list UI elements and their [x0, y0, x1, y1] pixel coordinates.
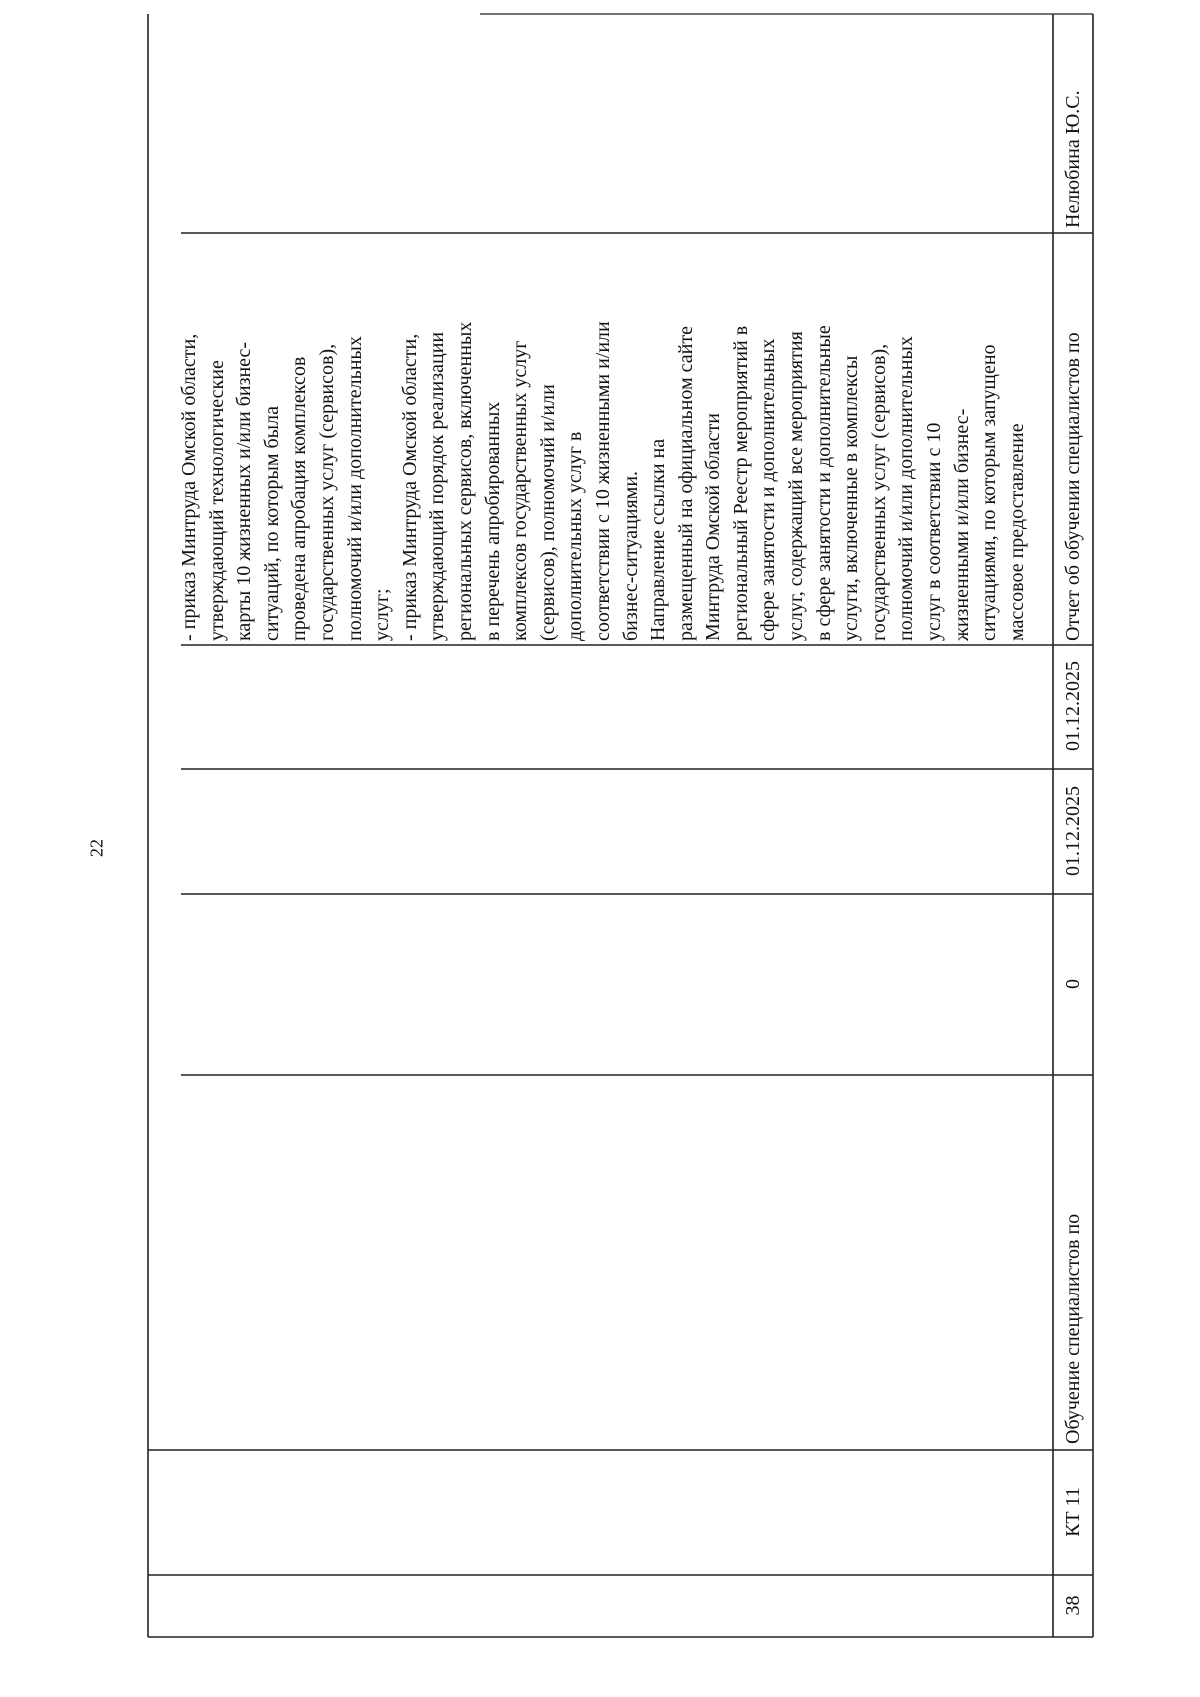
- text-line: утверждающий порядок реализации: [426, 331, 449, 641]
- text-line: государственных услуг (сервисов),: [867, 343, 890, 641]
- row-38-value: [1054, 894, 1092, 1074]
- row-38-result: [1054, 236, 1092, 641]
- text-line: утверждающий технологические: [205, 360, 228, 641]
- text-line: услуг, содержащий все мероприятия: [785, 331, 808, 641]
- row-38-responsible: [1054, 28, 1092, 228]
- text-line: дополнительных услуг в: [564, 431, 587, 641]
- text-line: государственных услуг (сервисов),: [315, 343, 338, 641]
- text-line: полномочий и/или дополнительных: [895, 336, 918, 641]
- text-line: бизнес-ситуациями.: [619, 470, 642, 641]
- row-38-name-text: Обучение специалистов по: [1061, 1213, 1084, 1444]
- previous-row-result-text: [176, 321, 1031, 641]
- text-line: - приказ Минтруда Омской области,: [178, 333, 200, 641]
- text-line: региональный Реестр мероприятий в: [729, 325, 752, 641]
- text-line: в перечень апробированных: [481, 401, 504, 641]
- text-line: Минтруда Омской области: [702, 413, 725, 641]
- text-line: полномочий и/или дополнительных: [343, 336, 366, 641]
- text-line: сфере занятости и дополнительных: [757, 338, 780, 641]
- row-38-result-text: Отчет об обучении специалистов по: [1061, 332, 1084, 641]
- row-38-value-text: 0: [1061, 979, 1084, 989]
- text-line: региональных сервисов, включенных: [453, 321, 476, 641]
- row-38-date-start-text: 01.12.2025: [1061, 786, 1084, 876]
- text-line: - приказ Минтруда Омской области,: [398, 333, 421, 641]
- text-line: карты 10 жизненных и/или бизнес-: [233, 341, 256, 641]
- text-line: ситуаций, по которым была: [260, 406, 283, 641]
- text-line: комплексов государственных услуг: [509, 340, 532, 641]
- text-line: Направление ссылки на: [647, 438, 670, 641]
- text-line: размещенный на официальном сайте: [674, 326, 697, 641]
- row-38-name: [1054, 1079, 1092, 1444]
- text-line: проведена апробация комплексов: [288, 356, 311, 641]
- row-38-date-start: [1054, 769, 1092, 893]
- text-line: массовое предоставление: [1005, 423, 1028, 641]
- row-38-number-text: 38: [1061, 1595, 1084, 1616]
- row-38-responsible-text: Нелюбина Ю.С.: [1061, 90, 1084, 228]
- text-line: услуг в соответствии с 10: [923, 422, 946, 641]
- text-line: услуги, включенные в комплексы: [840, 355, 863, 641]
- row-38-number: [1054, 1575, 1092, 1636]
- row-38-code-text: КТ 11: [1061, 1487, 1084, 1537]
- text-line: услуг;: [371, 588, 394, 641]
- text-line: в сфере занятости и дополнительные: [812, 325, 835, 641]
- row-38-date-end-text: 01.12.2025: [1061, 661, 1084, 751]
- row-38-date-end: [1054, 644, 1092, 768]
- text-line: ситуациями, по которым запущено: [978, 344, 1001, 641]
- text-line: (сервисов), полномочий и/или: [536, 384, 559, 641]
- row-38-code: [1054, 1450, 1092, 1574]
- text-line: жизненными и/или бизнес-: [950, 408, 973, 641]
- page-number: 22: [86, 839, 107, 857]
- text-line: соответствии с 10 жизненными и/или: [591, 321, 614, 641]
